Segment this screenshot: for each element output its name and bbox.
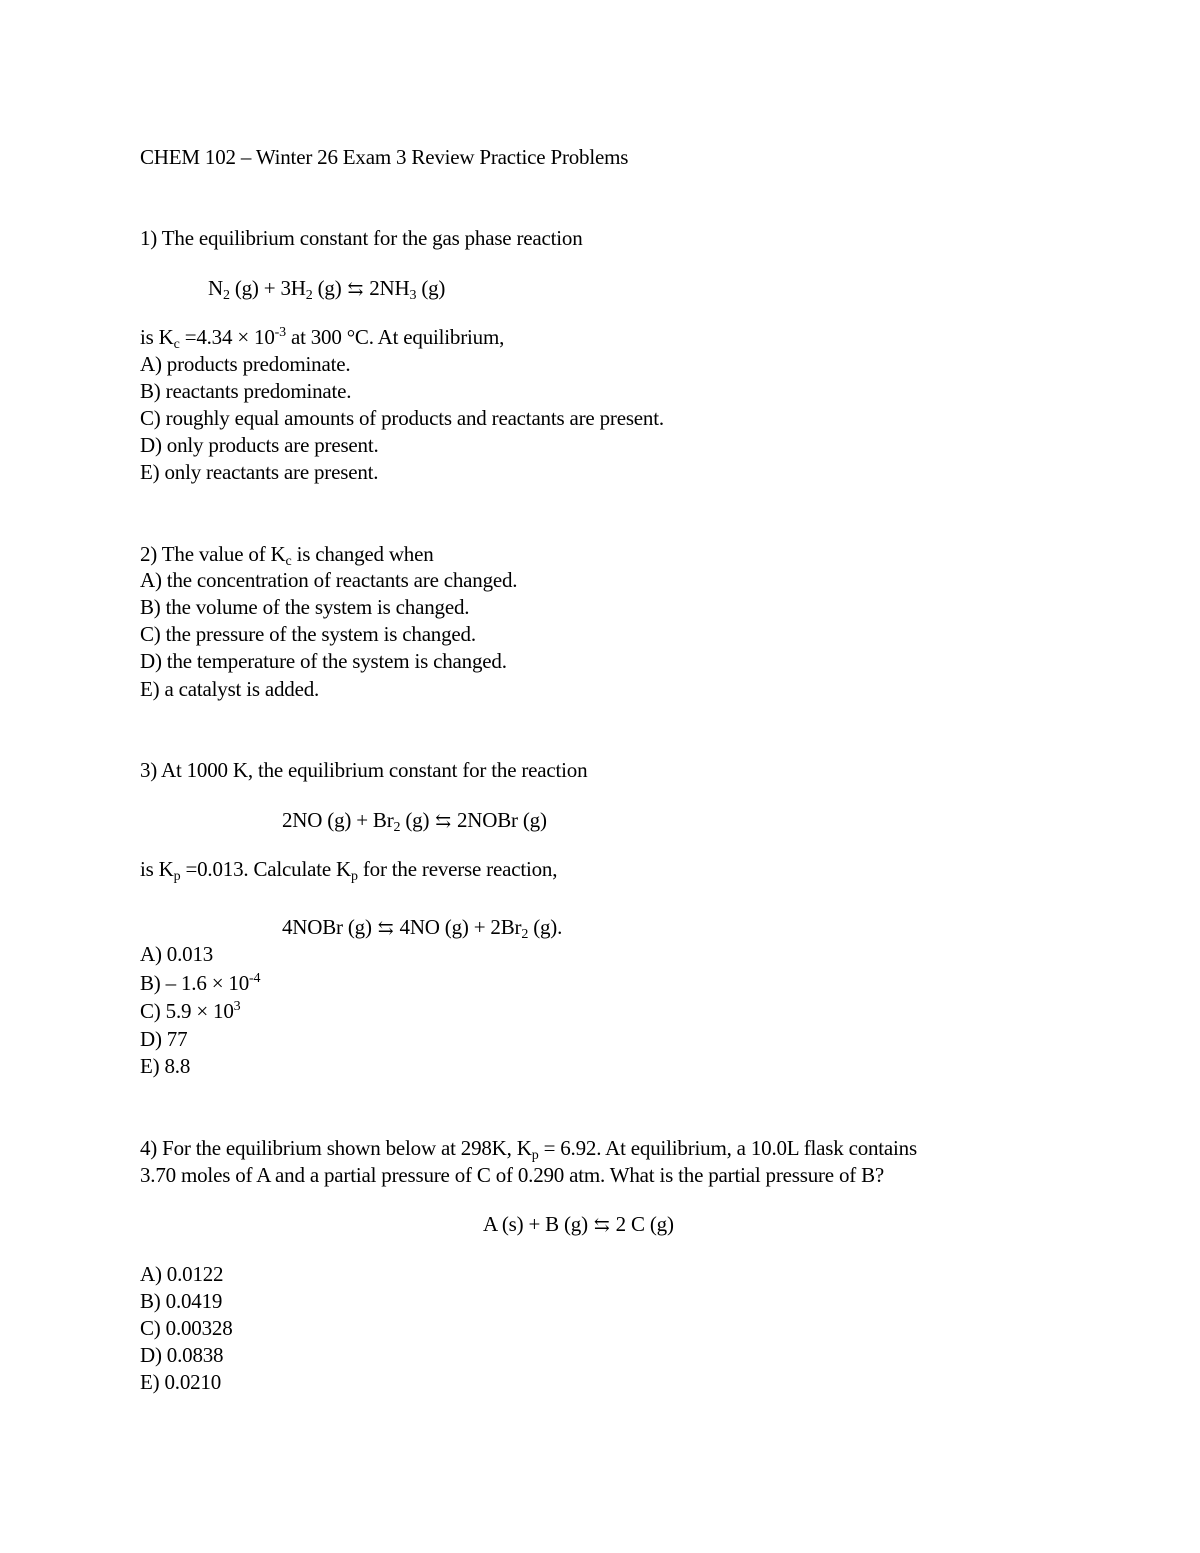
q2-option-c: C) the pressure of the system is changed. xyxy=(140,622,476,646)
q2-option-d: D) the temperature of the system is changed. xyxy=(140,649,507,673)
q3-reverse-equation: 4NOBr (g) ⇆ 4NO $(g) + 2Br_2$ (g). xyxy=(282,915,563,942)
q1-option-c: C) roughly equal amounts of products and reactants are present. xyxy=(140,406,664,430)
q4-option-e: E) 0.0210 xyxy=(140,1370,222,1394)
q4-stem-line2: 3.70 moles of A and a partial pressure of C of 0.290 atm. What is the partial pressure of B? xyxy=(140,1163,885,1187)
equilibrium-arrow-icon: ⇆ xyxy=(347,279,364,300)
q4-option-d: D) 0.0838 xyxy=(140,1343,224,1367)
q1-option-d: D) only products are present. xyxy=(140,433,379,457)
q1-option-b: B) reactants predominate. xyxy=(140,379,352,403)
q4-option-c: C) 0.00328 xyxy=(140,1316,233,1340)
q1-option-a: A) products predominate. xyxy=(140,352,351,376)
q2-option-b: B) the volume of the system is changed. xyxy=(140,595,470,619)
equilibrium-arrow-icon: ⇆ xyxy=(435,811,451,832)
q4-stem-line1: 4) For the equilibrium shown below at 298K, $K_p = 6.92$. At equilibrium, a 10.0L flask contains xyxy=(140,1136,917,1163)
equilibrium-arrow-icon: ⇆ xyxy=(377,918,394,939)
q3-option-b: $B) - 1.6 \times 10^{-4}$ xyxy=(140,971,261,995)
q3-given: is $K_p =0.013$. Calculate $K_p$ for the reverse reaction, xyxy=(140,857,558,884)
q4-equation: A (s) + B (g) ⇆ 2 C (g) xyxy=(483,1211,674,1239)
q4-option-b: B) 0.0419 xyxy=(140,1289,223,1313)
q1-option-e: E) only reactants are present. xyxy=(140,460,379,484)
equilibrium-arrow-icon: ⇆ xyxy=(593,1215,610,1236)
q2-stem: 2) The value of $K_c$ is changed when xyxy=(140,542,434,569)
q3-equation: 2NO $(g) + Br_2$ (g) ⇆ 2NOBr (g) xyxy=(282,808,547,835)
q4-option-a: A) 0.0122 xyxy=(140,1262,224,1286)
q3-option-a: A) 0.013 xyxy=(140,942,214,966)
q1-equation: $N_2$ $(g) + 3H_2$ (g) ⇆ $2NH_3$ (g) xyxy=(208,276,446,303)
q1-stem: 1) The equilibrium constant for the gas phase reaction xyxy=(140,226,583,250)
q3-option-e: E) 8.8 xyxy=(140,1054,191,1078)
q1-given: is $K_c =4.34 \times 10^{-3}$ at 300 °C. At equilibrium, xyxy=(140,325,505,352)
q2-option-a: A) the concentration of reactants are changed. xyxy=(140,568,518,592)
q3-stem: 3) At 1000 K, the equilibrium constant for the reaction xyxy=(140,758,588,782)
q2-option-e: E) a catalyst is added. xyxy=(140,677,320,701)
page-title: CHEM 102 – Winter 26 Exam 3 Review Practice Problems xyxy=(140,145,629,169)
q3-option-c: C) $5.9 \times 10^3$ xyxy=(140,999,241,1023)
q3-option-d: D) 77 xyxy=(140,1027,188,1051)
